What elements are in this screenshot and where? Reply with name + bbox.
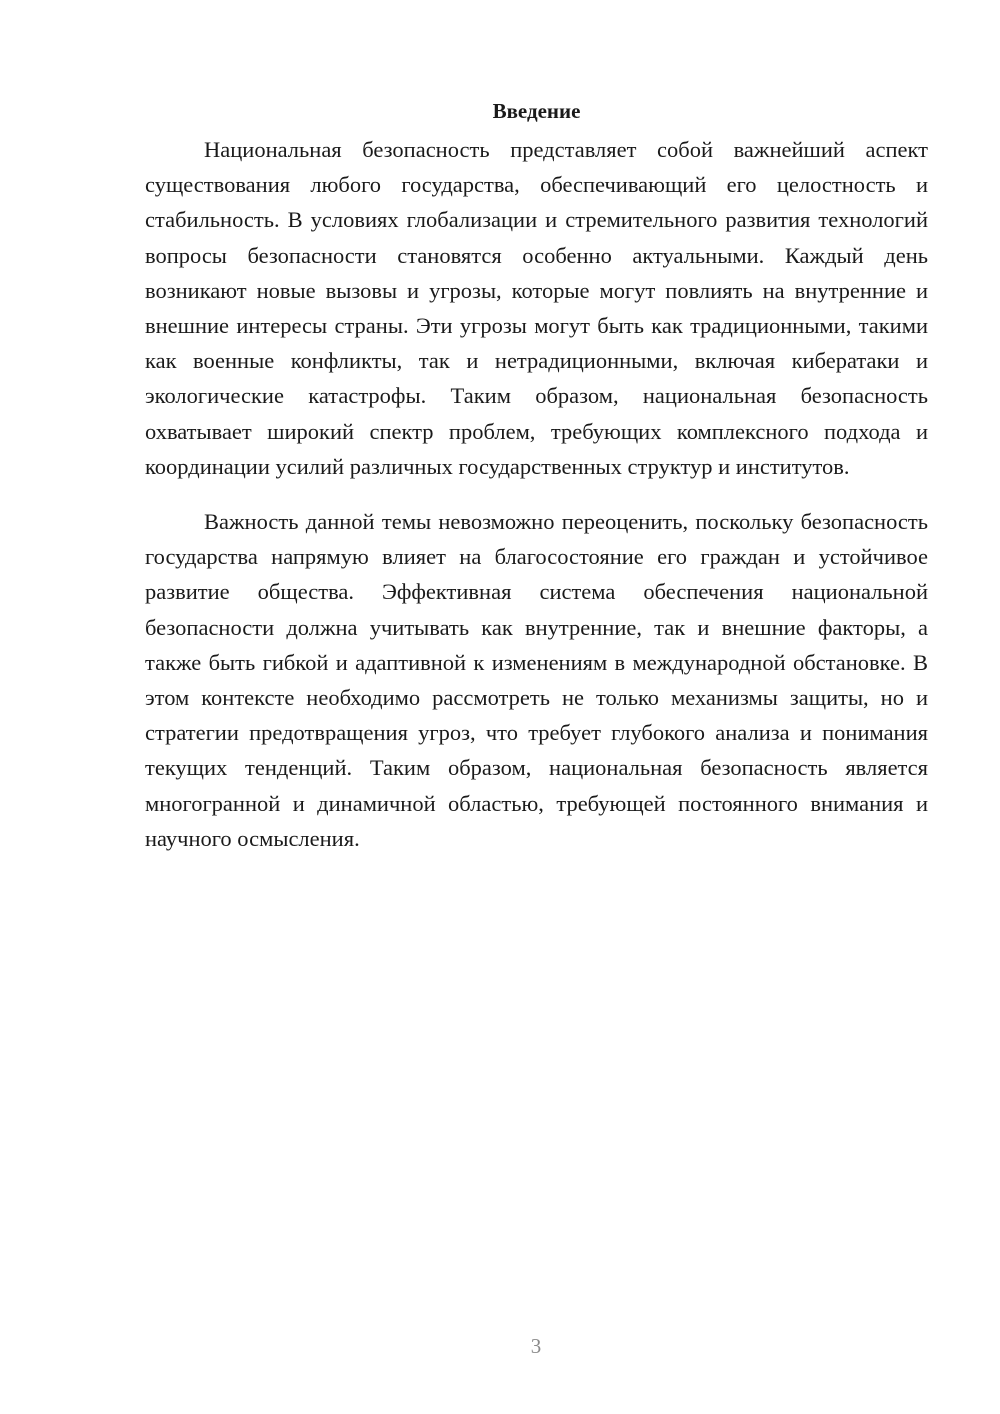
section-heading: Введение (492, 99, 581, 123)
page-number: 3 (530, 1334, 542, 1358)
page-content (145, 96, 928, 856)
paragraph-2: Важность данной темы невозможно переоценить, поскольку безопасность государства напрямую влияет на благосостояние его граждан и устойчивое развитие общества. Эффективная система обеспечения национальной безопасности должна учитывать как внутренние, так и внешние факторы, а также быть гибкой и адаптивной к изменениям в международной обстановке. В этом контексте необходимо рассмотреть не только механизмы защиты, но и стратегии предотвращения угроз, что требует глубокого анализа и понимания текущих тенденций. Таким образом, национальная безопасность является многогранной и динамичной областью, требующей постоянного внимания и научного осмысления. (145, 509, 928, 851)
paragraph-1: Национальная безопасность представляет собой важнейший аспект существования любого государства, обеспечивающий его целостность и стабильность. В условиях глобализации и стремительного развития технологий вопросы безопасности становятся особенно актуальными. Каждый день возникают новые вызовы и угрозы, которые могут повлиять на внутренние и внешние интересы страны. Эти угрозы могут быть как традиционными, такими как военные конфликты, так и нетрадиционными, включая кибератаки и экологические катастрофы. Таким образом, национальная безопасность охватывает широкий спектр проблем, требующих комплексного подхода и координации усилий различных государственных структур и институтов. (145, 137, 928, 479)
